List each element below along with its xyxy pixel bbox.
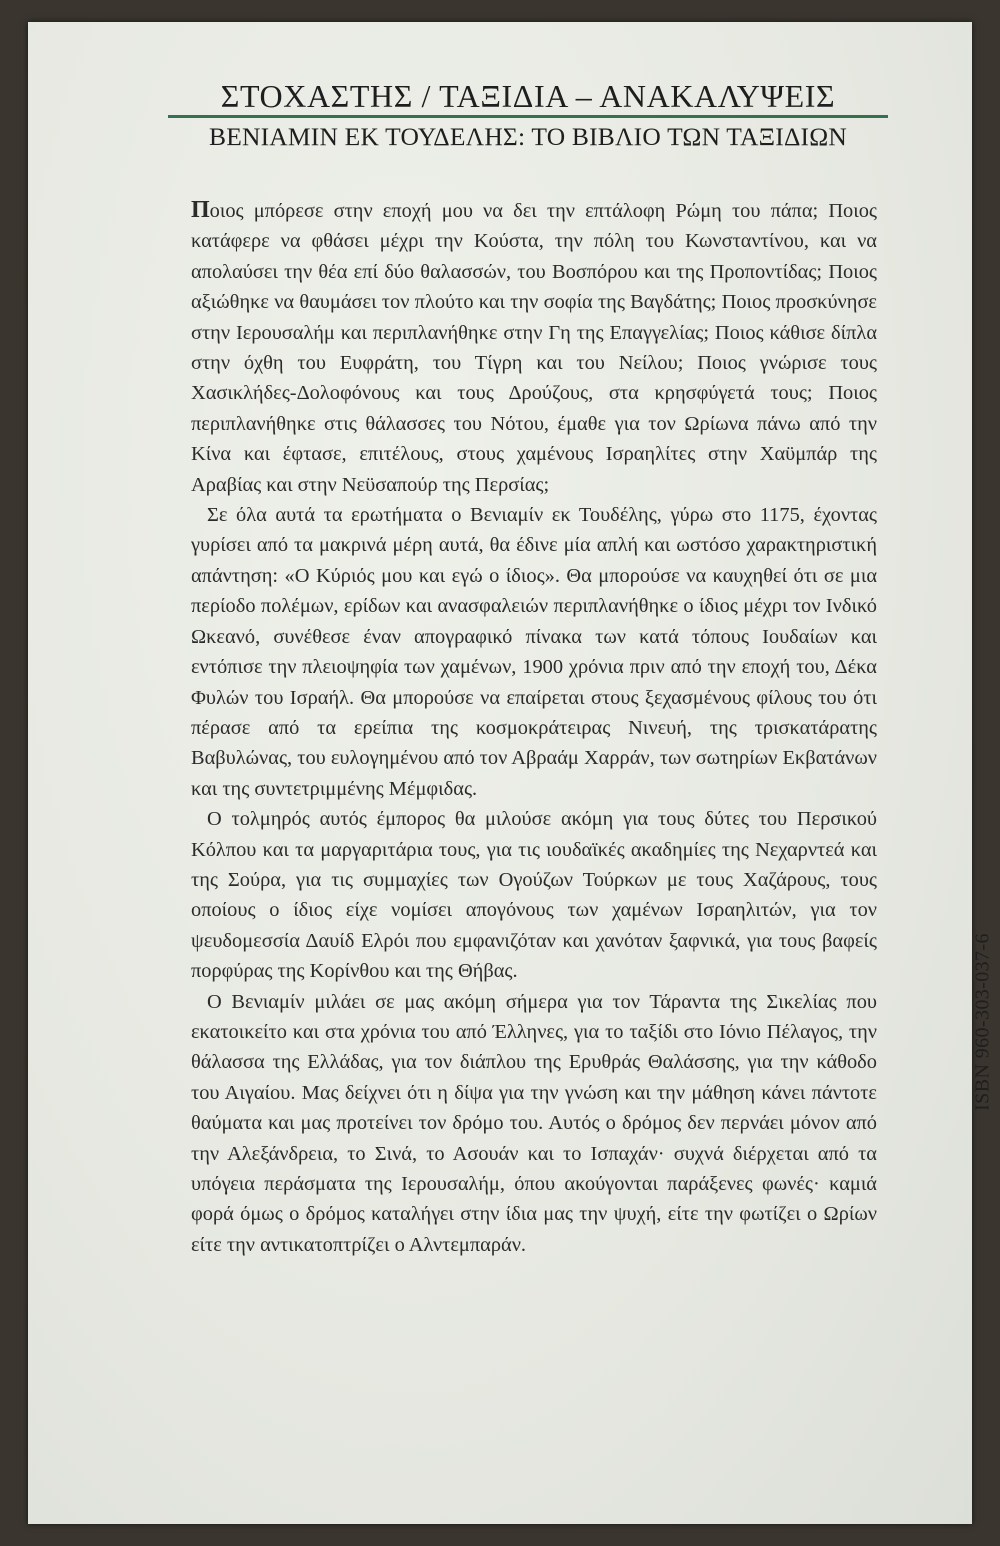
blurb-paragraph-2: Σε όλα αυτά τα ερωτήματα ο Βενιαμίν εκ Τουδέλης, γύρω στο 1175, έχοντας γυρίσει από τα μακρινά μέρη αυτά, θα έδινε μία απλή και ωστόσο χαρακτηριστική απάντηση: «Ο Κύριός μου και εγώ ο ίδιος». Θα μπορούσε να καυχηθεί ότι σε μια περίοδο πολέμων, ερίδων και ανασφαλειών περιπλανήθηκε ο ίδιος μέχρι τον Ινδικό Ωκεανό, συνέθεσε έναν απογραφικό πίνακα των κατά τόπους Ιουδαίων και εντόπισε την πλειοψηφία των χαμένων, 1900 χρόνια πριν από την εποχή του, Δέκα Φυλών του Ισραήλ. Θα μπορούσε να επαίρεται στους ξεχασμένους φίλους του ότι πέρασε από τα ερείπια της κοσμοκράτειρας Νινευή, της τρισκατάρατης Βαβυλώνας, του ευλογημένου από τον Αβραάμ Χαρράν, των σωτηρίων Εκβατάνων και της συντετριμμένης Μέμφιδας.: [191, 504, 877, 800]
blurb-text: [191, 195, 877, 1260]
blurb-paragraph-3: Ο τολμηρός αυτός έμπορος θα μιλούσε ακόμη για τους δύτες του Περσικού Κόλπου και τα μαργαριτάρια τους, για τις ιουδαϊκές ακαδημίες της Νεχαρντεά και της Σούρα, για τις συμμαχίες των Ογούζων Τούρκων με τους Χαζάρους, τους οποίους ο ίδιος είχε νομίσει απογόνους των χαμένων Ισραηλιτών, για τον ψευδομεσσία Δαυίδ Ελρόι που εμφανιζόταν και χανόταν ξαφνικά, για τους βαφείς πορφύρας της Κορίνθου και της Θήβας.: [191, 808, 877, 983]
green-divider: [168, 115, 888, 118]
series-title: ΣΤΟΧΑΣΤΗΣ / ΤΑΞΙΔΙΑ – ΑΝΑΚΑΛΥΨΕΙΣ: [220, 78, 836, 114]
blurb-paragraph-4: Ο Βενιαμίν μιλάει σε μας ακόμη σήμερα για τον Τάραντα της Σικελίας που εκατοικείτο και στα χρόνια του από Έλληνες, για το ταξίδι στο Ιόνιο Πέλαγος, την θάλασσα της Ελλάδας, για τον διάπλου της Ερυθράς Θαλάσσης, για την κάθοδο του Αιγαίου. Μας δείχνει ότι η δίψα για την γνώση και την μάθηση κάνει πάντοτε θαύματα και μας προτείνει τον δρόμο του. Αυτός ο δρόμος δεν περνάει μόνον από την Αλεξάνδρεια, το Σινά, το Ασουάν και το Ισπαχάν· συχνά διέρχεται από τα υπόγεια περάσματα της Ιερουσαλήμ, όπου ακούγονται παράξενες φωνές· καμιά φορά όμως ο δρόμος καταλήγει στην ίδια μας την ψυχή, είτε την φωτίζει ο Ωρίων είτε την αντικατοπτρίζει ο Αλντεμπαράν.: [191, 990, 877, 1256]
blurb-paragraph-1: Ποιος μπόρεσε στην εποχή μου να δει την επτάλοφη Ρώμη του πάπα; Ποιος κατάφερε να φθάσει μέχρι την Κούστα, την πόλη του Κωνσταντίνου, και να απολαύσει την θέα επί δύο θαλασσών, του Βοσπόρου και της Προποντίδας; Ποιος αξιώθηκε να θαυμάσει τον πλούτο και την σοφία της Βαγδάτης; Ποιος προσκύνησε στην Ιερουσαλήμ και περιπλανήθηκε στην Γη της Επαγγελίας; Ποιος κάθισε δίπλα στην όχθη του Ευφράτη, του Τίγρη και του Νείλου; Ποιος γνώρισε τους Χασικλήδες-Δολοφόνους και τους Δρούζους, στα κρησφύγετά τους; Ποιος περιπλανήθηκε στις θάλασσες του Νότου, έμαθε για τον Ωρίωνα πάνω από την Κίνα και έφτασε, επιτέλους, στους χαμένους Ισραηλίτες στην Χαϋμπάρ της Αραβίας και στην Νεϋσαπούρ της Περσίας;: [191, 197, 877, 496]
isbn-number: ISBN 960-303-037-6: [971, 933, 994, 1111]
book-back-cover: [28, 22, 994, 1524]
book-title: ΒΕΝΙΑΜΙΝ ΕΚ ΤΟΥΔΕΛΗΣ: ΤΟ ΒΙΒΛΙΟ ΤΩΝ ΤΑΞΙΔΙΩΝ: [209, 122, 847, 151]
